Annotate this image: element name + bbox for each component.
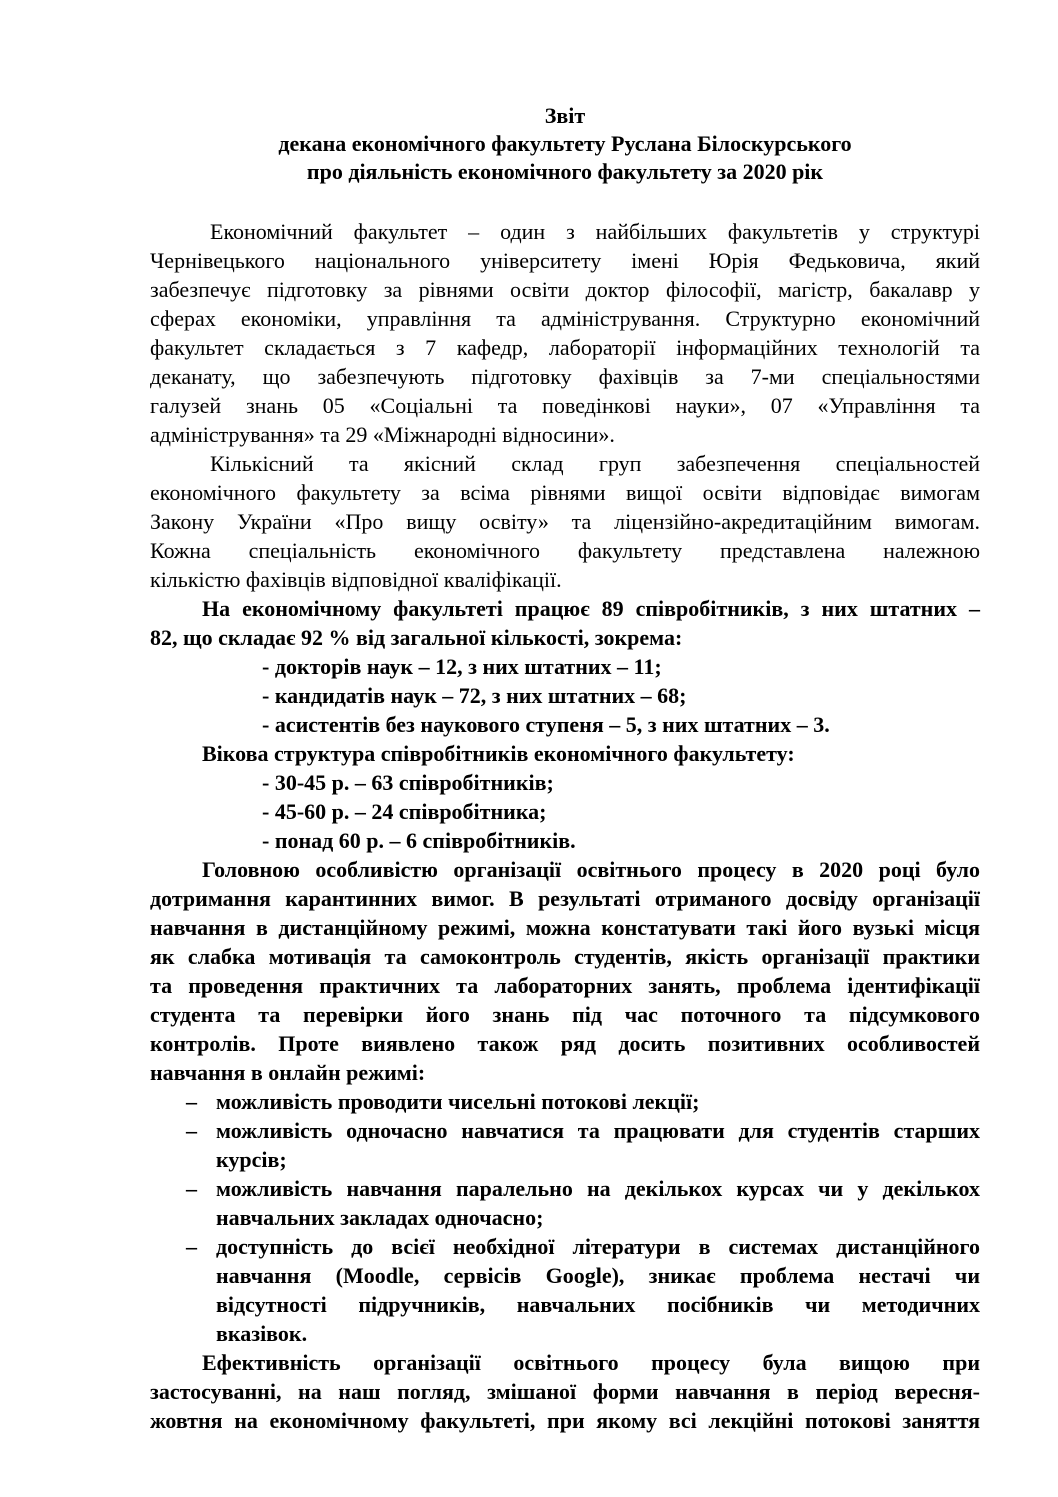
dash-bullet: – bbox=[186, 1118, 197, 1143]
dash-list-item-cont: навчання (Moodle, сервісів Google), зникає проблема нестачі чи bbox=[216, 1263, 980, 1288]
paragraph-line: дотримання карантинних вимог. В результаті отриманого досвіду організації bbox=[150, 886, 980, 911]
dash-list-item: можливість проводити чисельні потокові лекції; bbox=[216, 1089, 700, 1114]
dash-bullet: – bbox=[186, 1089, 197, 1114]
dash-bullet: – bbox=[186, 1234, 197, 1259]
paragraph-line: Кількісний та якісний склад груп забезпечення спеціальностей bbox=[210, 451, 980, 476]
paragraph-line: застосуванні, на наш погляд, змішаної форми навчання в період вересня- bbox=[150, 1379, 980, 1404]
report-subtitle-2: про діяльність економічного факультету за 2020 рік bbox=[306, 159, 824, 184]
paragraph-line: навчання в дистанційному режимі, можна констатувати такі його вузькі місця bbox=[150, 915, 980, 940]
staff-line: На економічному факультеті працює 89 співробітників, з них штатних – bbox=[202, 596, 980, 621]
paragraph-line: галузей знань 05 «Соціальні та поведінкові науки», 07 «Управління та bbox=[150, 393, 980, 418]
dash-list-item: можливість одночасно навчатися та працювати для студентів старших bbox=[216, 1118, 980, 1143]
paragraph-line: Закону України «Про вищу освіту» та ліцензійно-акредитаційним вимогам. bbox=[150, 509, 980, 534]
paragraph-line: економічного факультету за всіма рівнями вищої освіти відповідає вимогам bbox=[150, 480, 980, 505]
report-subtitle: декана економічного факультету Руслана Білоскурського bbox=[278, 131, 852, 156]
paragraph-line: студента та перевірки його знань під час поточного та підсумкового bbox=[150, 1002, 980, 1027]
staff-list-item: - асистентів без наукового ступеня – 5, з них штатних – 3. bbox=[262, 712, 830, 737]
paragraph-line: та проведення практичних та лабораторних занять, проблема ідентифікації bbox=[150, 973, 980, 998]
dash-list-item: доступність до всієї необхідної літератури в системах дистанційного bbox=[216, 1234, 980, 1259]
report-title: Звіт bbox=[544, 103, 586, 128]
age-list-item: - 30-45 р. – 63 співробітників; bbox=[262, 770, 554, 795]
paragraph-line: Кожна спеціальність економічного факультету представлена належною bbox=[150, 538, 980, 563]
paragraph-line: Чернівецького національного університету імені Юрія Федьковича, який bbox=[150, 248, 980, 273]
paragraph-line: кількістю фахівців відповідної кваліфікації. bbox=[150, 567, 562, 592]
dash-bullet: – bbox=[186, 1176, 197, 1201]
paragraph-line: жовтня на економічному факультеті, при якому всі лекційні потокові заняття bbox=[150, 1408, 980, 1433]
paragraph-line: контролів. Проте виявлено також ряд досить позитивних особливостей bbox=[150, 1031, 980, 1056]
paragraph-line: Ефективність організації освітнього процесу була вищою при bbox=[202, 1350, 980, 1375]
staff-line: 82, що складає 92 % від загальної кількості, зокрема: bbox=[150, 625, 683, 650]
paragraph-line: сферах економіки, управління та адміністрування. Структурно економічний bbox=[150, 306, 980, 331]
paragraph-line: факультет складається з 7 кафедр, лабораторії інформаційних технологій та bbox=[150, 335, 980, 360]
paragraph-line: адміністрування» та 29 «Міжнародні відносини». bbox=[150, 422, 615, 447]
dash-list-item-cont: навчальних закладах одночасно; bbox=[216, 1205, 544, 1230]
staff-list-item: - кандидатів наук – 72, з них штатних – 68; bbox=[262, 683, 687, 708]
age-heading: Вікова структура співробітників економічного факультету: bbox=[202, 741, 795, 766]
paragraph-line: Головною особливістю організації освітнього процесу в 2020 році було bbox=[202, 857, 980, 882]
dash-list-item-cont: курсів; bbox=[216, 1147, 287, 1172]
age-list-item: - понад 60 р. – 6 співробітників. bbox=[262, 828, 576, 853]
paragraph-line: забезпечує підготовку за рівнями освіти доктор філософії, магістр, бакалавр у bbox=[150, 277, 980, 302]
age-list-item: - 45-60 р. – 24 співробітника; bbox=[262, 799, 547, 824]
paragraph-line: деканату, що забезпечують підготовку фахівців за 7-ми спеціальностями bbox=[150, 364, 980, 389]
dash-list-item-cont: вказівок. bbox=[216, 1321, 308, 1346]
dash-list-item: можливість навчання паралельно на декількох курсах чи у декількох bbox=[216, 1176, 980, 1201]
dash-list-item-cont: відсутності підручників, навчальних посібників чи методичних bbox=[216, 1292, 980, 1317]
paragraph-line: навчання в онлайн режимі: bbox=[150, 1060, 426, 1085]
paragraph-line: Економічний факультет – один з найбільших факультетів у структурі bbox=[210, 219, 980, 244]
staff-list-item: - докторів наук – 12, з них штатних – 11; bbox=[262, 654, 662, 679]
paragraph-line: як слабка мотивація та самоконтроль студентів, якість організації практики bbox=[150, 944, 980, 969]
